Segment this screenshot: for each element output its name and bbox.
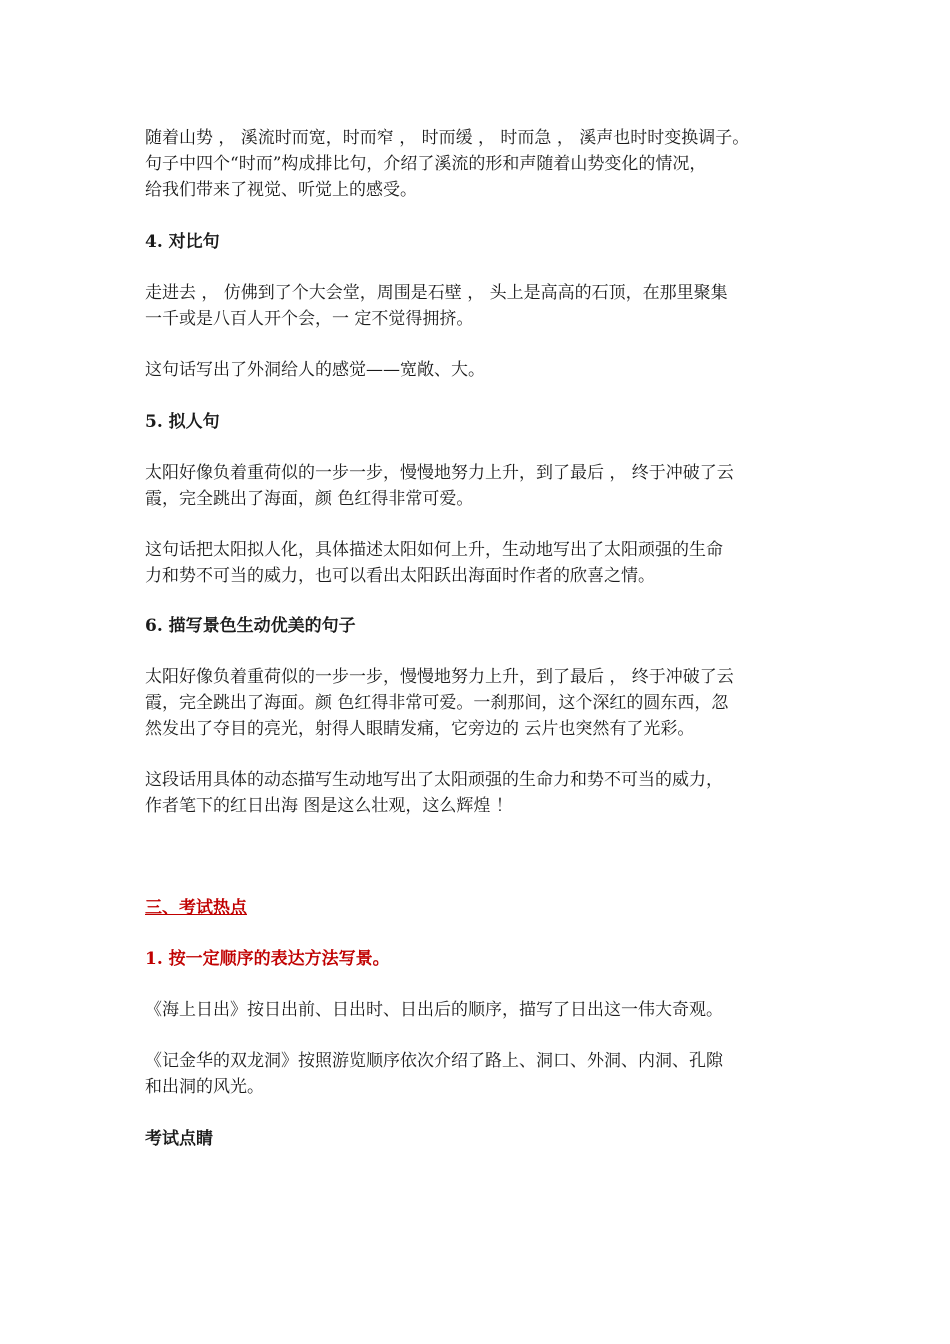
heading-scenery-sentences: 6. 描写景色生动优美的句子 — [145, 616, 356, 636]
paragraph-personification-example — [145, 460, 810, 512]
text-line: 霞，完全跳出了海面，颜 色红得非常可爱。 — [145, 489, 474, 509]
paragraph-contrast-explanation — [145, 357, 810, 383]
paragraph-sunrise-order — [145, 997, 810, 1023]
paragraph-personification-explanation — [145, 537, 810, 589]
text-line: 《记金华的双龙洞》按照游览顺序依次介绍了路上、洞口、外洞、内洞、孔隙 — [145, 1051, 723, 1071]
text-line: 这句话把太阳拟人化，具体描述太阳如何上升，生动地写出了太阳顽强的生命 — [145, 540, 723, 560]
paragraph-dragon-cave-order — [145, 1048, 810, 1100]
text-line: 太阳好像负着重荷似的一步一步，慢慢地努力上升，到了最后 ， 终于冲破了云 — [145, 667, 734, 687]
text-line: 和出洞的风光。 — [145, 1077, 264, 1097]
paragraph-scenery-explanation — [145, 767, 810, 819]
text-line: 作者笔下的红日出海 图是这么壮观，这么辉煌 ！ — [145, 796, 513, 816]
heading-contrast-sentence: 4. 对比句 — [145, 232, 220, 252]
text-line: 太阳好像负着重荷似的一步一步，慢慢地努力上升，到了最后 ， 终于冲破了云 — [145, 463, 734, 483]
heading-order-description: 1. 按一定顺序的表达方法写景。 — [145, 949, 390, 969]
text-line: 随着山势 ， 溪流时而宽，时而窄 ， 时而缓 ， 时而急 ， 溪声也时时变换调子。 — [145, 128, 750, 148]
heading-exam-tips: 考试点睛 — [145, 1129, 213, 1149]
paragraph-contrast-example — [145, 280, 810, 332]
text-line: 走进去 ， 仿佛到了个大会堂，周围是石壁 ， 头上是高高的石顶，在那里聚集 — [145, 283, 728, 303]
text-line: 《海上日出》按日出前、日出时、日出后的顺序，描写了日出这一伟大奇观。 — [145, 1000, 723, 1020]
text-line: 给我们带来了视觉、听觉上的感受。 — [145, 180, 417, 200]
text-line: 句子中四个“时而”构成排比句，介绍了溪流的形和声随着山势变化的情况， — [145, 154, 707, 174]
text-line: 这句话写出了外洞给人的感觉——宽敞、大。 — [145, 360, 485, 380]
heading-personification: 5. 拟人句 — [145, 412, 220, 432]
text-line: 一千或是八百人开个会，一 定不觉得拥挤。 — [145, 309, 474, 329]
text-line: 霞，完全跳出了海面。颜 色红得非常可爱。一刹那间，这个深红的圆东西，忽 — [145, 693, 729, 713]
paragraph-parallelism-example — [145, 125, 810, 203]
text-line: 然发出了夺目的亮光，射得人眼睛发痛，它旁边的 云片也突然有了光彩。 — [145, 719, 695, 739]
text-line: 力和势不可当的威力，也可以看出太阳跃出海面时作者的欣喜之情。 — [145, 566, 655, 586]
section-title-exam-hotspots: 三、考试热点 — [145, 898, 247, 918]
text-line: 这段话用具体的动态描写生动地写出了太阳顽强的生命力和势不可当的威力， — [145, 770, 723, 790]
paragraph-scenery-example — [145, 664, 810, 742]
